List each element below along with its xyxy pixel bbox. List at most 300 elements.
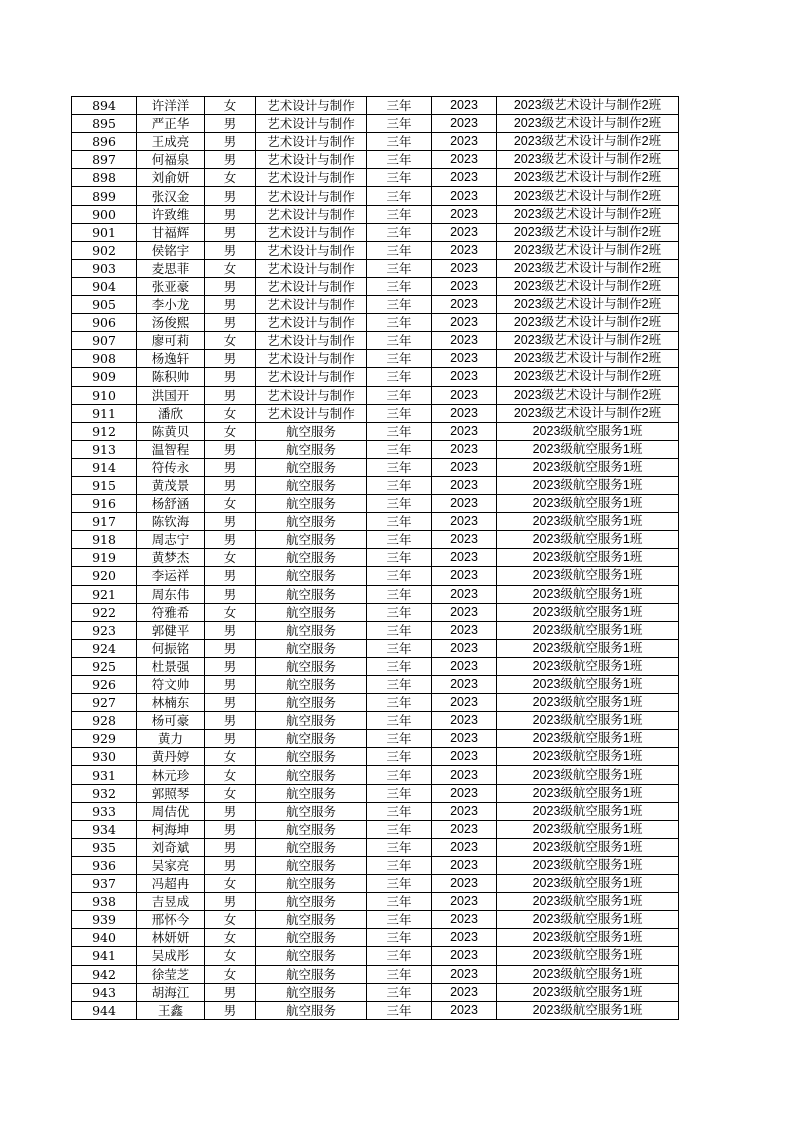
table-row	[72, 350, 679, 368]
duration-cell: 三年	[367, 241, 432, 259]
student-name-cell: 杨逸轩	[137, 350, 205, 368]
student-name-cell: 郭健平	[137, 621, 205, 639]
major-cell: 艺术设计与制作	[256, 368, 367, 386]
enrollment-year-cell: 2023	[432, 730, 497, 748]
row-number-cell: 898	[72, 169, 137, 187]
row-number-cell: 909	[72, 368, 137, 386]
gender-cell: 男	[205, 314, 256, 332]
table-row	[72, 820, 679, 838]
student-name-cell: 吉昱成	[137, 893, 205, 911]
enrollment-year-cell: 2023	[432, 657, 497, 675]
student-name-cell: 王成亮	[137, 133, 205, 151]
gender-cell: 男	[205, 730, 256, 748]
student-name-cell: 黄力	[137, 730, 205, 748]
duration-cell: 三年	[367, 603, 432, 621]
duration-cell: 三年	[367, 657, 432, 675]
class-name-cell: 2023级航空服务1班	[497, 929, 679, 947]
row-number-cell: 942	[72, 965, 137, 983]
gender-cell: 男	[205, 241, 256, 259]
table-row	[72, 205, 679, 223]
student-name-cell: 吴成彤	[137, 947, 205, 965]
table-row	[72, 277, 679, 295]
row-number-cell: 933	[72, 802, 137, 820]
gender-cell: 男	[205, 531, 256, 549]
row-number-cell: 944	[72, 1001, 137, 1019]
duration-cell: 三年	[367, 169, 432, 187]
duration-cell: 三年	[367, 115, 432, 133]
enrollment-year-cell: 2023	[432, 314, 497, 332]
enrollment-year-cell: 2023	[432, 386, 497, 404]
gender-cell: 男	[205, 838, 256, 856]
gender-cell: 男	[205, 187, 256, 205]
student-name-cell: 郭照琴	[137, 784, 205, 802]
major-cell: 艺术设计与制作	[256, 404, 367, 422]
table-row	[72, 784, 679, 802]
row-number-cell: 914	[72, 458, 137, 476]
duration-cell: 三年	[367, 784, 432, 802]
duration-cell: 三年	[367, 893, 432, 911]
gender-cell: 女	[205, 549, 256, 567]
class-name-cell: 2023级艺术设计与制作2班	[497, 223, 679, 241]
row-number-cell: 917	[72, 513, 137, 531]
duration-cell: 三年	[367, 766, 432, 784]
student-name-cell: 符文帅	[137, 676, 205, 694]
class-name-cell: 2023级航空服务1班	[497, 422, 679, 440]
major-cell: 艺术设计与制作	[256, 314, 367, 332]
student-name-cell: 陈黄贝	[137, 422, 205, 440]
major-cell: 航空服务	[256, 458, 367, 476]
duration-cell: 三年	[367, 458, 432, 476]
student-name-cell: 陈钦海	[137, 513, 205, 531]
table-row	[72, 712, 679, 730]
major-cell: 航空服务	[256, 838, 367, 856]
class-name-cell: 2023级艺术设计与制作2班	[497, 205, 679, 223]
row-number-cell: 923	[72, 621, 137, 639]
student-name-cell: 刘奇斌	[137, 838, 205, 856]
gender-cell: 女	[205, 97, 256, 115]
enrollment-year-cell: 2023	[432, 585, 497, 603]
student-name-cell: 杨可豪	[137, 712, 205, 730]
duration-cell: 三年	[367, 856, 432, 874]
row-number-cell: 934	[72, 820, 137, 838]
row-number-cell: 925	[72, 657, 137, 675]
major-cell: 艺术设计与制作	[256, 350, 367, 368]
major-cell: 航空服务	[256, 549, 367, 567]
table-row	[72, 368, 679, 386]
gender-cell: 男	[205, 368, 256, 386]
row-number-cell: 901	[72, 223, 137, 241]
duration-cell: 三年	[367, 694, 432, 712]
student-name-cell: 黄丹婷	[137, 748, 205, 766]
student-name-cell: 刘俞妍	[137, 169, 205, 187]
major-cell: 航空服务	[256, 567, 367, 585]
enrollment-year-cell: 2023	[432, 277, 497, 295]
major-cell: 艺术设计与制作	[256, 115, 367, 133]
gender-cell: 男	[205, 296, 256, 314]
class-name-cell: 2023级艺术设计与制作2班	[497, 97, 679, 115]
student-name-cell: 温智程	[137, 440, 205, 458]
gender-cell: 女	[205, 495, 256, 513]
major-cell: 航空服务	[256, 893, 367, 911]
student-name-cell: 黄梦杰	[137, 549, 205, 567]
student-name-cell: 黄茂景	[137, 476, 205, 494]
table-row	[72, 115, 679, 133]
class-name-cell: 2023级艺术设计与制作2班	[497, 332, 679, 350]
class-name-cell: 2023级艺术设计与制作2班	[497, 350, 679, 368]
row-number-cell: 915	[72, 476, 137, 494]
row-number-cell: 916	[72, 495, 137, 513]
class-name-cell: 2023级航空服务1班	[497, 440, 679, 458]
row-number-cell: 902	[72, 241, 137, 259]
class-name-cell: 2023级航空服务1班	[497, 820, 679, 838]
gender-cell: 男	[205, 585, 256, 603]
row-number-cell: 904	[72, 277, 137, 295]
major-cell: 航空服务	[256, 983, 367, 1001]
major-cell: 航空服务	[256, 802, 367, 820]
enrollment-year-cell: 2023	[432, 911, 497, 929]
enrollment-year-cell: 2023	[432, 404, 497, 422]
duration-cell: 三年	[367, 404, 432, 422]
gender-cell: 女	[205, 965, 256, 983]
major-cell: 航空服务	[256, 965, 367, 983]
duration-cell: 三年	[367, 440, 432, 458]
gender-cell: 男	[205, 802, 256, 820]
table-row	[72, 730, 679, 748]
class-name-cell: 2023级航空服务1班	[497, 730, 679, 748]
student-name-cell: 廖可莉	[137, 332, 205, 350]
major-cell: 艺术设计与制作	[256, 169, 367, 187]
class-name-cell: 2023级航空服务1班	[497, 1001, 679, 1019]
enrollment-year-cell: 2023	[432, 495, 497, 513]
row-number-cell: 900	[72, 205, 137, 223]
class-name-cell: 2023级航空服务1班	[497, 893, 679, 911]
major-cell: 艺术设计与制作	[256, 277, 367, 295]
enrollment-year-cell: 2023	[432, 151, 497, 169]
duration-cell: 三年	[367, 748, 432, 766]
enrollment-year-cell: 2023	[432, 965, 497, 983]
enrollment-year-cell: 2023	[432, 332, 497, 350]
gender-cell: 女	[205, 748, 256, 766]
gender-cell: 男	[205, 567, 256, 585]
class-name-cell: 2023级航空服务1班	[497, 549, 679, 567]
table-row	[72, 422, 679, 440]
duration-cell: 三年	[367, 476, 432, 494]
enrollment-year-cell: 2023	[432, 712, 497, 730]
duration-cell: 三年	[367, 820, 432, 838]
enrollment-year-cell: 2023	[432, 802, 497, 820]
major-cell: 航空服务	[256, 947, 367, 965]
table-row	[72, 929, 679, 947]
class-name-cell: 2023级航空服务1班	[497, 911, 679, 929]
student-name-cell: 汤俊熙	[137, 314, 205, 332]
class-name-cell: 2023级艺术设计与制作2班	[497, 187, 679, 205]
table-row	[72, 404, 679, 422]
duration-cell: 三年	[367, 151, 432, 169]
enrollment-year-cell: 2023	[432, 422, 497, 440]
enrollment-year-cell: 2023	[432, 115, 497, 133]
major-cell: 航空服务	[256, 694, 367, 712]
student-name-cell: 周东伟	[137, 585, 205, 603]
student-name-cell: 徐莹芝	[137, 965, 205, 983]
table-row	[72, 458, 679, 476]
gender-cell: 女	[205, 947, 256, 965]
table-row	[72, 657, 679, 675]
gender-cell: 男	[205, 223, 256, 241]
major-cell: 艺术设计与制作	[256, 296, 367, 314]
student-name-cell: 林妍妍	[137, 929, 205, 947]
table-row	[72, 513, 679, 531]
enrollment-year-cell: 2023	[432, 223, 497, 241]
gender-cell: 男	[205, 115, 256, 133]
duration-cell: 三年	[367, 965, 432, 983]
table-row	[72, 585, 679, 603]
duration-cell: 三年	[367, 368, 432, 386]
class-name-cell: 2023级航空服务1班	[497, 476, 679, 494]
duration-cell: 三年	[367, 567, 432, 585]
gender-cell: 男	[205, 513, 256, 531]
duration-cell: 三年	[367, 350, 432, 368]
student-name-cell: 李小龙	[137, 296, 205, 314]
row-number-cell: 921	[72, 585, 137, 603]
major-cell: 艺术设计与制作	[256, 241, 367, 259]
duration-cell: 三年	[367, 97, 432, 115]
roster-table-body	[72, 97, 679, 1020]
duration-cell: 三年	[367, 929, 432, 947]
table-row	[72, 875, 679, 893]
student-name-cell: 周志宁	[137, 531, 205, 549]
enrollment-year-cell: 2023	[432, 766, 497, 784]
major-cell: 艺术设计与制作	[256, 151, 367, 169]
duration-cell: 三年	[367, 314, 432, 332]
student-name-cell: 符雅希	[137, 603, 205, 621]
class-name-cell: 2023级艺术设计与制作2班	[497, 133, 679, 151]
row-number-cell: 928	[72, 712, 137, 730]
major-cell: 航空服务	[256, 766, 367, 784]
enrollment-year-cell: 2023	[432, 458, 497, 476]
major-cell: 航空服务	[256, 422, 367, 440]
student-name-cell: 许致维	[137, 205, 205, 223]
class-name-cell: 2023级艺术设计与制作2班	[497, 314, 679, 332]
row-number-cell: 935	[72, 838, 137, 856]
major-cell: 航空服务	[256, 784, 367, 802]
gender-cell: 女	[205, 259, 256, 277]
student-name-cell: 冯超冉	[137, 875, 205, 893]
student-name-cell: 洪国开	[137, 386, 205, 404]
major-cell: 艺术设计与制作	[256, 332, 367, 350]
gender-cell: 男	[205, 440, 256, 458]
class-name-cell: 2023级航空服务1班	[497, 621, 679, 639]
class-name-cell: 2023级航空服务1班	[497, 513, 679, 531]
major-cell: 航空服务	[256, 676, 367, 694]
table-row	[72, 639, 679, 657]
class-name-cell: 2023级艺术设计与制作2班	[497, 296, 679, 314]
student-name-cell: 林楠东	[137, 694, 205, 712]
gender-cell: 男	[205, 820, 256, 838]
major-cell: 航空服务	[256, 875, 367, 893]
student-name-cell: 麦思菲	[137, 259, 205, 277]
duration-cell: 三年	[367, 802, 432, 820]
row-number-cell: 926	[72, 676, 137, 694]
roster-table	[71, 96, 679, 1020]
gender-cell: 男	[205, 133, 256, 151]
duration-cell: 三年	[367, 223, 432, 241]
gender-cell: 男	[205, 639, 256, 657]
enrollment-year-cell: 2023	[432, 513, 497, 531]
major-cell: 航空服务	[256, 929, 367, 947]
row-number-cell: 937	[72, 875, 137, 893]
gender-cell: 男	[205, 676, 256, 694]
row-number-cell: 906	[72, 314, 137, 332]
major-cell: 艺术设计与制作	[256, 97, 367, 115]
gender-cell: 女	[205, 404, 256, 422]
enrollment-year-cell: 2023	[432, 476, 497, 494]
major-cell: 航空服务	[256, 585, 367, 603]
enrollment-year-cell: 2023	[432, 296, 497, 314]
gender-cell: 男	[205, 277, 256, 295]
student-name-cell: 柯海坤	[137, 820, 205, 838]
row-number-cell: 899	[72, 187, 137, 205]
duration-cell: 三年	[367, 495, 432, 513]
row-number-cell: 912	[72, 422, 137, 440]
table-row	[72, 476, 679, 494]
duration-cell: 三年	[367, 277, 432, 295]
class-name-cell: 2023级航空服务1班	[497, 856, 679, 874]
enrollment-year-cell: 2023	[432, 603, 497, 621]
enrollment-year-cell: 2023	[432, 748, 497, 766]
table-row	[72, 676, 679, 694]
student-name-cell: 陈积帅	[137, 368, 205, 386]
table-row	[72, 802, 679, 820]
table-row	[72, 1001, 679, 1019]
duration-cell: 三年	[367, 296, 432, 314]
table-row	[72, 314, 679, 332]
major-cell: 航空服务	[256, 911, 367, 929]
gender-cell: 男	[205, 983, 256, 1001]
major-cell: 艺术设计与制作	[256, 205, 367, 223]
enrollment-year-cell: 2023	[432, 259, 497, 277]
class-name-cell: 2023级航空服务1班	[497, 712, 679, 730]
row-number-cell: 941	[72, 947, 137, 965]
class-name-cell: 2023级航空服务1班	[497, 694, 679, 712]
enrollment-year-cell: 2023	[432, 1001, 497, 1019]
student-name-cell: 何振铭	[137, 639, 205, 657]
class-name-cell: 2023级航空服务1班	[497, 947, 679, 965]
enrollment-year-cell: 2023	[432, 838, 497, 856]
table-row	[72, 151, 679, 169]
table-row	[72, 766, 679, 784]
gender-cell: 女	[205, 929, 256, 947]
gender-cell: 男	[205, 657, 256, 675]
row-number-cell: 940	[72, 929, 137, 947]
enrollment-year-cell: 2023	[432, 205, 497, 223]
row-number-cell: 910	[72, 386, 137, 404]
duration-cell: 三年	[367, 639, 432, 657]
enrollment-year-cell: 2023	[432, 187, 497, 205]
class-name-cell: 2023级艺术设计与制作2班	[497, 386, 679, 404]
table-row	[72, 567, 679, 585]
enrollment-year-cell: 2023	[432, 549, 497, 567]
table-row	[72, 133, 679, 151]
row-number-cell: 907	[72, 332, 137, 350]
row-number-cell: 924	[72, 639, 137, 657]
row-number-cell: 918	[72, 531, 137, 549]
row-number-cell: 903	[72, 259, 137, 277]
class-name-cell: 2023级航空服务1班	[497, 766, 679, 784]
class-name-cell: 2023级航空服务1班	[497, 676, 679, 694]
gender-cell: 女	[205, 784, 256, 802]
duration-cell: 三年	[367, 259, 432, 277]
row-number-cell: 938	[72, 893, 137, 911]
duration-cell: 三年	[367, 1001, 432, 1019]
class-name-cell: 2023级航空服务1班	[497, 875, 679, 893]
major-cell: 航空服务	[256, 1001, 367, 1019]
duration-cell: 三年	[367, 712, 432, 730]
enrollment-year-cell: 2023	[432, 368, 497, 386]
table-row	[72, 549, 679, 567]
major-cell: 航空服务	[256, 639, 367, 657]
table-row	[72, 241, 679, 259]
gender-cell: 男	[205, 350, 256, 368]
row-number-cell: 931	[72, 766, 137, 784]
row-number-cell: 905	[72, 296, 137, 314]
table-row	[72, 911, 679, 929]
enrollment-year-cell: 2023	[432, 133, 497, 151]
enrollment-year-cell: 2023	[432, 856, 497, 874]
gender-cell: 男	[205, 621, 256, 639]
duration-cell: 三年	[367, 676, 432, 694]
enrollment-year-cell: 2023	[432, 929, 497, 947]
class-name-cell: 2023级艺术设计与制作2班	[497, 277, 679, 295]
class-name-cell: 2023级艺术设计与制作2班	[497, 151, 679, 169]
enrollment-year-cell: 2023	[432, 784, 497, 802]
enrollment-year-cell: 2023	[432, 983, 497, 1001]
row-number-cell: 896	[72, 133, 137, 151]
duration-cell: 三年	[367, 513, 432, 531]
duration-cell: 三年	[367, 983, 432, 1001]
table-row	[72, 694, 679, 712]
class-name-cell: 2023级航空服务1班	[497, 802, 679, 820]
table-row	[72, 296, 679, 314]
student-name-cell: 李运祥	[137, 567, 205, 585]
enrollment-year-cell: 2023	[432, 440, 497, 458]
enrollment-year-cell: 2023	[432, 350, 497, 368]
major-cell: 航空服务	[256, 621, 367, 639]
row-number-cell: 922	[72, 603, 137, 621]
class-name-cell: 2023级航空服务1班	[497, 531, 679, 549]
gender-cell: 男	[205, 694, 256, 712]
table-row	[72, 332, 679, 350]
duration-cell: 三年	[367, 838, 432, 856]
student-name-cell: 何福泉	[137, 151, 205, 169]
major-cell: 航空服务	[256, 476, 367, 494]
gender-cell: 女	[205, 911, 256, 929]
duration-cell: 三年	[367, 205, 432, 223]
gender-cell: 女	[205, 422, 256, 440]
class-name-cell: 2023级航空服务1班	[497, 567, 679, 585]
class-name-cell: 2023级航空服务1班	[497, 603, 679, 621]
gender-cell: 男	[205, 151, 256, 169]
class-name-cell: 2023级航空服务1班	[497, 585, 679, 603]
enrollment-year-cell: 2023	[432, 169, 497, 187]
student-name-cell: 邢怀今	[137, 911, 205, 929]
student-name-cell: 侯铭宇	[137, 241, 205, 259]
major-cell: 航空服务	[256, 531, 367, 549]
enrollment-year-cell: 2023	[432, 893, 497, 911]
duration-cell: 三年	[367, 531, 432, 549]
major-cell: 航空服务	[256, 748, 367, 766]
gender-cell: 女	[205, 603, 256, 621]
duration-cell: 三年	[367, 549, 432, 567]
